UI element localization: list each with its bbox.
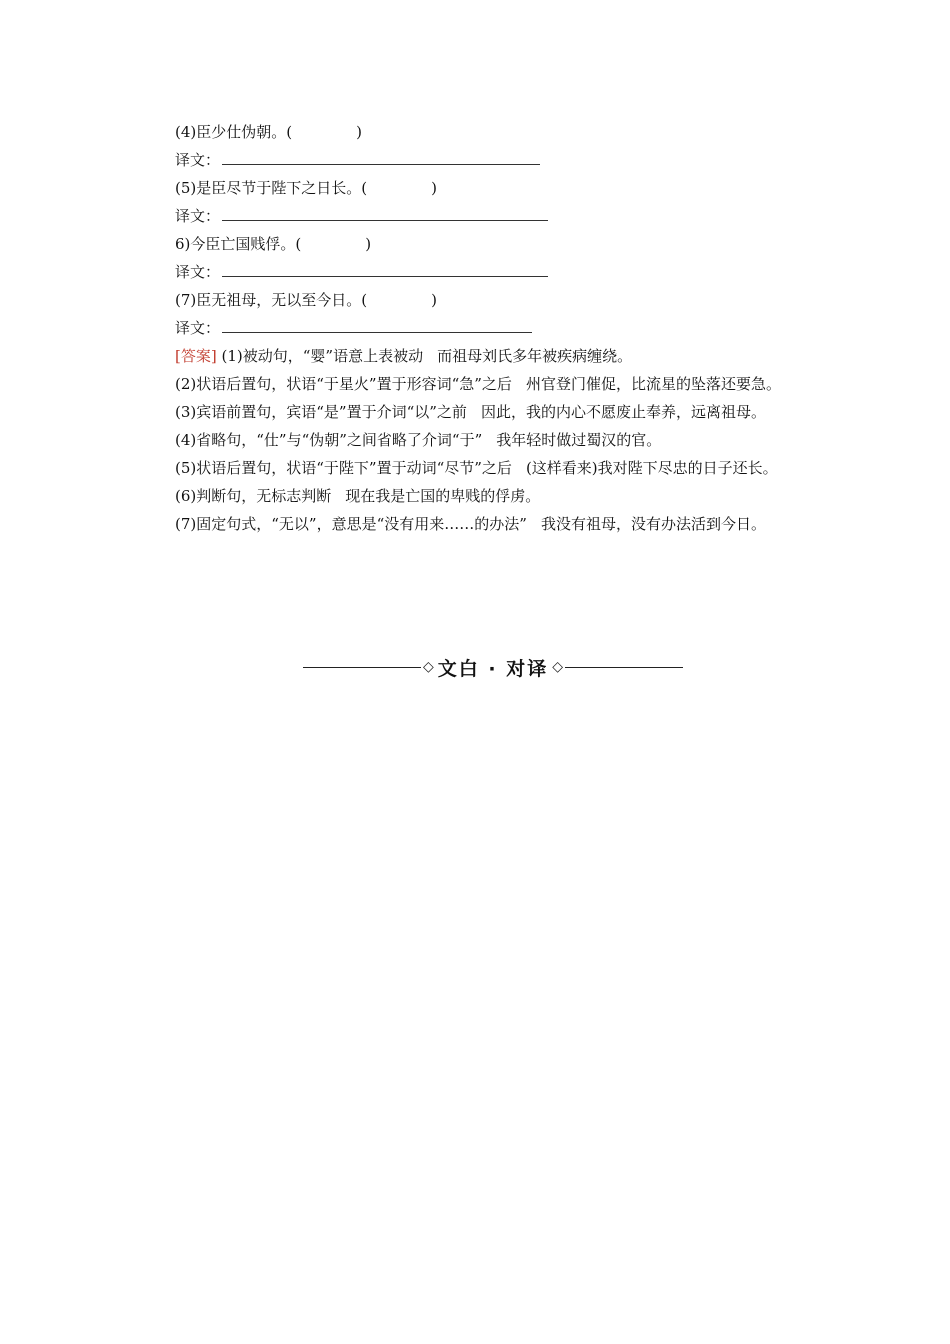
answer-label: [答案]: [175, 347, 217, 365]
translation-line-5: 译文：: [137, 202, 815, 230]
answer-1: [答案] (1)被动句，“婴”语意上表被动 而祖母刘氏多年被疾病缠绕。: [175, 347, 633, 365]
answer-5: (5)状语后置句，状语“于陛下”置于动词“尽节”之后 (这样看来)我对陛下尽忠的日子还长。: [175, 459, 778, 477]
diamond-icon: ◇: [423, 659, 434, 675]
question-6: 6)今臣亡国贱俘。( ): [175, 235, 372, 253]
translation-line-4: 译文：: [137, 146, 815, 174]
translation-blank[interactable]: [222, 208, 548, 221]
answer-block: [137, 342, 815, 538]
answer-2: (2)状语后置句，状语“于星火”置于形容词“急”之后 州官登门催促，比流星的坠落还要急。: [175, 375, 781, 393]
section-title: 文白 · 对译: [437, 657, 549, 680]
diamond-icon: ◇: [552, 659, 564, 675]
exercise-content: [137, 118, 815, 538]
header-rule-left: [303, 667, 421, 668]
section-header: [303, 652, 683, 682]
header-rule-right: [565, 667, 683, 668]
translation-line-7: 译文：: [137, 314, 815, 342]
translation-blank[interactable]: [222, 320, 532, 333]
question-7: (7)臣无祖母，无以至今日。( ): [175, 291, 437, 309]
question-4: (4)臣少仕伪朝。( ): [175, 123, 362, 141]
answer-4: (4)省略句，“仕”与“伪朝”之间省略了介词“于” 我年轻时做过蜀汉的官。: [175, 431, 662, 449]
translation-line-6: 译文：: [137, 258, 815, 286]
translation-blank[interactable]: [222, 152, 540, 165]
question-5: (5)是臣尽节于陛下之日长。( ): [175, 179, 437, 197]
answer-7: (7)固定句式，“无以”，意思是“没有用来……的办法” 我没有祖母，没有办法活到今日。: [175, 515, 766, 533]
answer-3: (3)宾语前置句，宾语“是”置于介词“以”之前 因此，我的内心不愿废止奉养，远离祖母。: [175, 403, 766, 421]
answer-6: (6)判断句，无标志判断 现在我是亡国的卑贱的俘虏。: [175, 487, 541, 505]
translation-blank[interactable]: [222, 264, 548, 277]
